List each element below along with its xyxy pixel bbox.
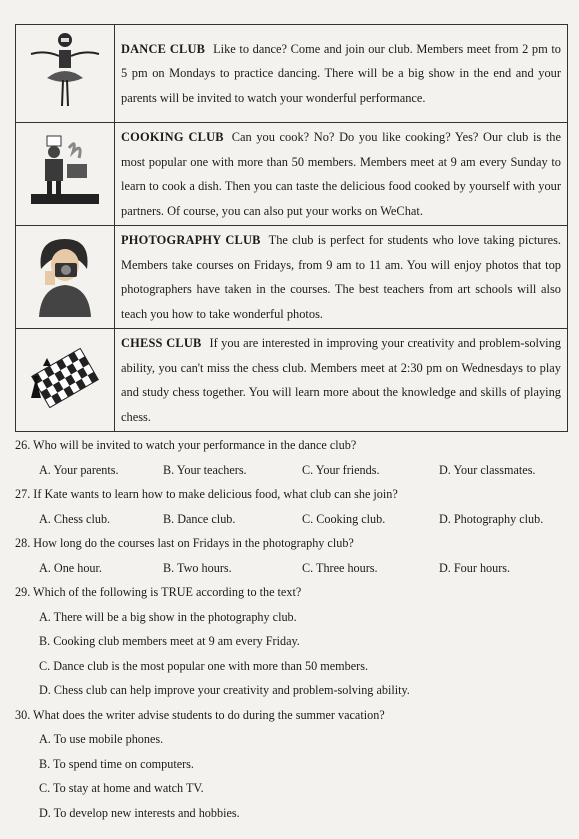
option-a[interactable]: A. One hour. — [39, 560, 102, 575]
chef-cooking-illustration — [16, 123, 115, 226]
option-b[interactable]: B. Two hours. — [163, 560, 232, 575]
club-description: Like to dance? Come and join our club. Members meet from 2 pm to 5 pm on Mondays to practice dancing. There will be a big show in the end and your parents will be invited to watch your wonderful performance. — [121, 41, 561, 105]
club-name: DANCE CLUB — [121, 41, 206, 56]
question-29: 29. Which of the following is TRUE according to the text? — [15, 585, 302, 599]
option-d[interactable]: D. Photography club. — [439, 511, 544, 526]
option-a[interactable]: A. To use mobile phones. — [39, 732, 164, 746]
club-row-dance — [16, 25, 568, 123]
chessboard-illustration — [16, 329, 115, 432]
club-row-photography — [16, 226, 568, 329]
option-b[interactable]: B. Cooking club members meet at 9 am every Friday. — [39, 634, 300, 648]
option-d[interactable]: D. Four hours. — [439, 560, 511, 575]
option-a[interactable]: A. Your parents. — [39, 462, 119, 477]
question-26: 26. Who will be invited to watch your performance in the dance club? — [15, 438, 357, 452]
option-c[interactable]: C. Dance club is the most popular one with more than 50 members. — [39, 658, 368, 673]
club-name: CHESS CLUB — [121, 336, 202, 350]
club-name: PHOTOGRAPHY CLUB — [121, 233, 261, 247]
question-30: 30. What does the writer advise students to do during the summer vacation? — [15, 707, 385, 722]
ballerina-illustration — [16, 25, 115, 123]
option-c[interactable]: C. Your friends. — [302, 462, 380, 477]
photographer-illustration — [16, 226, 115, 329]
club-name: COOKING CLUB — [121, 130, 224, 144]
club-description: If you are interested in improving your creativity and problem-solving ability, you can't miss the chess club. Members meet at 2:30 pm on Wednesdays to play and study chess together. You will learn more about the knowledge and skills of playing chess. — [121, 336, 561, 424]
club-row-chess — [16, 329, 568, 432]
option-c[interactable]: C. To stay at home and watch TV. — [39, 781, 204, 795]
option-a[interactable]: A. Chess club. — [39, 511, 111, 526]
option-d[interactable]: D. To develop new interests and hobbies. — [39, 805, 240, 820]
club-row-cooking — [16, 123, 568, 226]
question-28: 28. How long do the courses last on Fridays in the photography club? — [15, 536, 354, 550]
option-c[interactable]: C. Cooking club. — [302, 511, 386, 526]
option-d[interactable]: D. Your classmates. — [439, 462, 536, 477]
options-28 — [15, 556, 570, 581]
club-description: The club is perfect for students who love taking pictures. Members take courses on Fridays, from 9 am to 11 am. You will enjoy photos that top photographers have taken in the courses. The best teachers from art schools will also teach you how to take wonderful photos. — [121, 233, 562, 321]
option-c[interactable]: C. Three hours. — [302, 560, 378, 575]
options-26 — [15, 458, 570, 483]
option-b[interactable]: B. Your teachers. — [163, 462, 247, 477]
option-b[interactable]: B. To spend time on computers. — [39, 756, 194, 771]
options-27 — [15, 507, 570, 532]
option-b[interactable]: B. Dance club. — [163, 511, 236, 526]
clubs-table — [15, 24, 568, 432]
question-27: 27. If Kate wants to learn how to make delicious food, what club can she join? — [15, 487, 398, 501]
option-a[interactable]: A. There will be a big show in the photography club. — [39, 609, 297, 624]
club-description: Can you cook? No? Do you like cooking? Yes? Our club is the most popular one with more than 50 members. Members meet at 9 am every Sunday to learn to cook a dish. Then you can taste the delicious food cooked by yourself with your partners. Of course, you can also put your works on WeChat. — [121, 130, 561, 218]
questions-section — [15, 433, 570, 825]
option-d[interactable]: D. Chess club can help improve your creativity and problem-solving ability. — [39, 683, 410, 697]
